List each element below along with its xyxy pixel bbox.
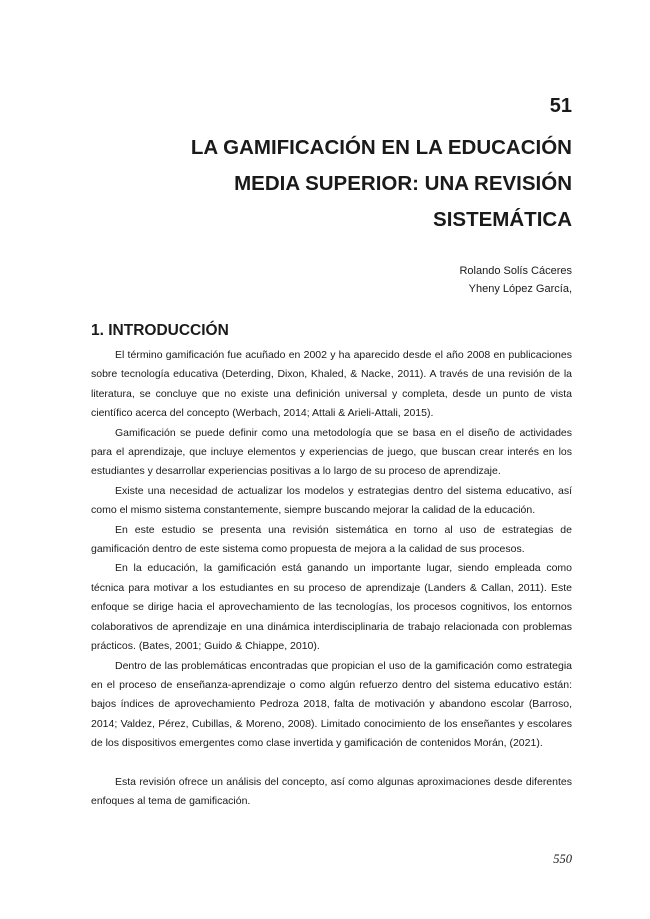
body-paragraph: Esta revisión ofrece un análisis del concepto, así como algunas aproximaciones desde diferentes enfoques al tema de gamificación.: [91, 775, 572, 807]
body-paragraph: El término gamificación fue acuñado en 2002 y ha aparecido desde el año 2008 en publicaciones sobre tecnología educativa (Deterding, Dixon, Khaled, & Nacke, 2011). A través de una revisión de la literatura, se concluye que no existe una definición universal y completa, desde un punto de vista científico acerca del concepto (Werbach, 2014; Attali & Arieli-Attali, 2015).: [91, 349, 572, 420]
page-number: 550: [553, 852, 572, 866]
chapter-title-line: LA GAMIFICACIÓN EN LA EDUCACIÓN: [190, 136, 572, 159]
body-paragraph: En este estudio se presenta una revisión sistemática en torno al uso de estrategias de gamificación dentro de este sistema como propuesta de mejora a la calidad de sus procesos.: [91, 523, 572, 556]
section-heading: 1. INTRODUCCIÓN: [91, 322, 229, 339]
author-list: [459, 262, 572, 298]
chapter-title: [102, 130, 572, 238]
body-paragraph: Dentro de las problemáticas encontradas que propician el uso de la gamificación como estrategia en el proceso de enseñanza-aprendizaje o como algún refuerzo dentro del sistema educativo están: bajos índices de aprovechamiento Pedroza 2018, falta de motivación y abandono escolar (Barroso, 2014; Valdez, Pérez, Cubillas, & Moreno, 2008). Limitado conocimiento de los enseñantes y escolares de los dispositivos emergentes como clase invertida y gamificación de contenidos Morán, (2021).: [91, 659, 572, 750]
author-name: Rolando Solís Cáceres: [459, 265, 572, 277]
author-name: Yheny López García,: [468, 283, 572, 295]
chapter-number: 51: [549, 95, 572, 117]
chapter-title-line: SISTEMÁTICA: [433, 208, 572, 231]
section-body: [91, 346, 572, 811]
chapter-title-line: MEDIA SUPERIOR: UNA REVISIÓN: [234, 172, 572, 195]
body-paragraph: En la educación, la gamificación está ganando un importante lugar, siendo empleada como técnica para motivar a los estudiantes en su proceso de aprendizaje (Landers & Callan, 2011). Este enfoque se dirige hacia el aprovechamiento de las tecnologías, los procesos cognitivos, los entornos colaborativos de aprendizaje en una dinámica interdisciplinaria de trabajo relacionada con problemas prácticos. (Bates, 2001; Guido & Chiappe, 2010).: [91, 562, 572, 653]
body-paragraph: Gamificación se puede definir como una metodología que se basa en el diseño de actividades para el aprendizaje, que incluye elementos y experiencias de juego, que buscan crear interés en los estudiantes y desarrollar experiencias positivas a lo largo de su proceso de aprendizaje.: [91, 426, 572, 478]
body-paragraph: Existe una necesidad de actualizar los modelos y estrategias dentro del sistema educativo, así como el mismo sistema constantemente, siempre buscando mejorar la calidad de la educación.: [91, 484, 572, 517]
